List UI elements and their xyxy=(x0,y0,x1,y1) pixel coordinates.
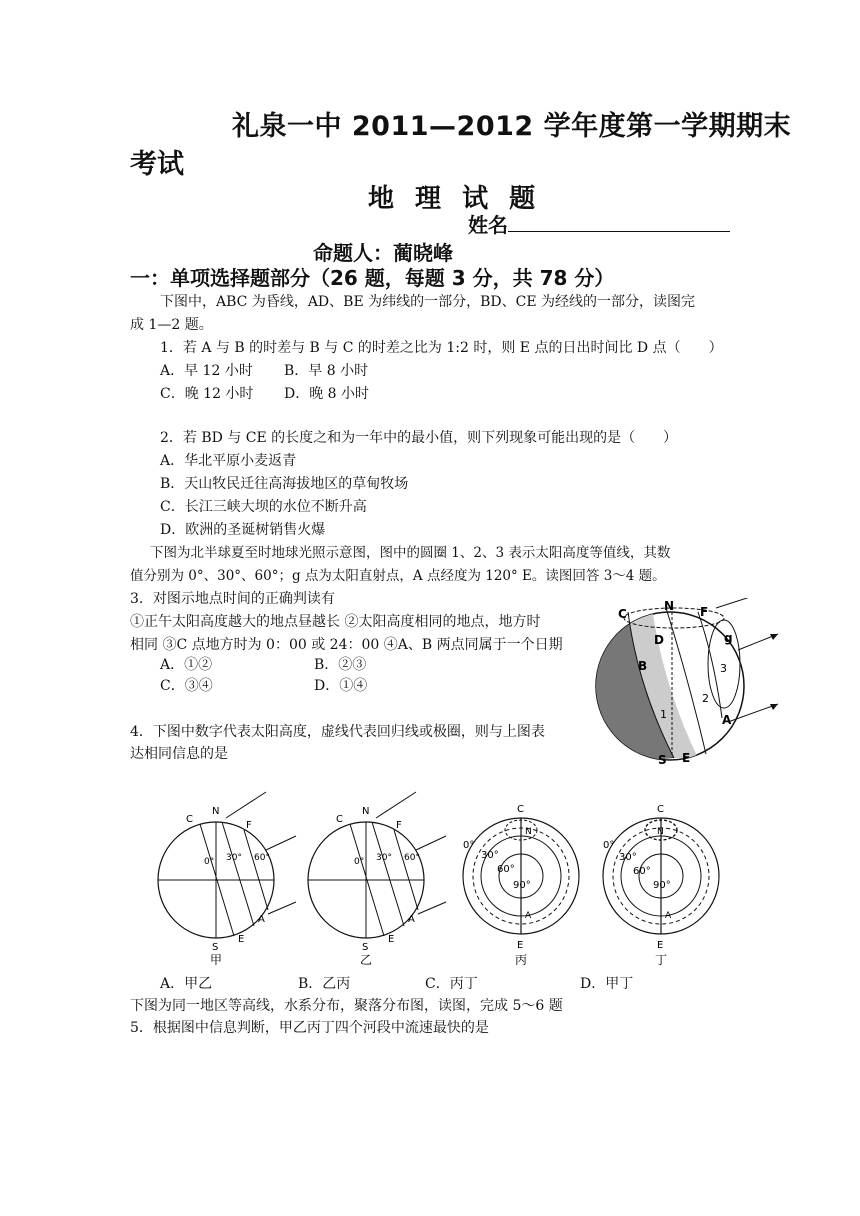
question-1-stem: 1．若 A 与 B 的时差与 B 与 C 的时差之比为 1:2 时，则 E 点的日出时间比 D 点（ ） xyxy=(160,340,723,356)
intro-q5-6: 下图为同一地区等高线，水系分布，聚落分布图，读图，完成 5～6 题 xyxy=(130,998,563,1014)
subject-title: 地 理 试 题 xyxy=(368,184,542,214)
fig-yi-label-30: 30° xyxy=(376,853,392,863)
question-2-stem: 2．若 BD 与 CE 的长度之和为一年中的最小值，则下列现象可能出现的是（ ） xyxy=(160,430,678,446)
globe-label-b: B xyxy=(638,659,648,673)
figure-jia xyxy=(150,790,300,970)
fig-jia-label-30: 30° xyxy=(226,853,242,863)
fig-yi-label-s: S xyxy=(362,942,369,953)
fig-bing-label-c: C xyxy=(517,804,524,815)
question-3-option-d: D．①④ xyxy=(314,678,368,694)
fig-ding-label-a: A xyxy=(665,911,672,921)
fig-bing-label-90: 90° xyxy=(513,880,531,891)
fig-jia-label-e: E xyxy=(238,934,245,945)
globe-label-s: S xyxy=(658,753,667,767)
fig-yi-label-0: 0° xyxy=(354,857,365,867)
fig-bing-label-30: 30° xyxy=(481,850,499,861)
question-4-line2: 达相同信息的是 xyxy=(130,746,228,762)
question-4-option-a: A．甲乙 xyxy=(160,976,213,992)
question-3-option-c: C．③④ xyxy=(160,678,213,694)
fig-jia-caption: 甲 xyxy=(210,953,223,967)
fig-jia-label-f: F xyxy=(246,820,252,831)
intro-q1-2-line2: 成 1—2 题。 xyxy=(130,317,213,333)
fig-ding-label-c: C xyxy=(657,804,664,815)
fig-bing-label-n: N xyxy=(525,827,532,837)
fig-jia-label-c: C xyxy=(186,814,193,825)
fig-bing-label-e: E xyxy=(517,940,524,951)
globe-illumination-figure xyxy=(588,598,788,768)
question-4-option-d: D．甲丁 xyxy=(580,976,634,992)
question-1-option-c: C．晚 12 小时 xyxy=(160,386,254,402)
name-label: 姓名 xyxy=(468,213,508,237)
question-1-option-b: B．早 8 小时 xyxy=(284,363,369,379)
fig-yi-label-f: F xyxy=(396,820,402,831)
fig-ding-label-n: N xyxy=(657,827,664,837)
fig-jia-label-60: 60° xyxy=(254,853,270,863)
fig-bing-label-60: 60° xyxy=(497,864,515,875)
fig-yi-label-60: 60° xyxy=(404,853,420,863)
question-3-stem: 3．对图示地点时间的正确判读有 xyxy=(130,591,335,607)
question-2-option-b: B．天山牧民迁往高海拔地区的草甸牧场 xyxy=(160,476,409,492)
globe-label-g: g xyxy=(724,631,733,645)
globe-label-d: D xyxy=(654,633,664,647)
fig-jia-label-a: A xyxy=(258,914,265,925)
question-4-stem: 4．下图中数字代表太阳高度，虚线代表回归线或极圈，则与上图表 xyxy=(130,724,545,740)
exam-title: 礼泉一中 2011—2012 学年度第一学期期末 xyxy=(232,111,792,142)
fig-ding-caption: 丁 xyxy=(655,953,668,967)
figure-bing xyxy=(455,800,595,970)
fig-ding-label-60: 60° xyxy=(633,866,651,877)
figure-yi xyxy=(300,790,450,970)
question-2-option-c: C．长江三峡大坝的水位不断升高 xyxy=(160,499,367,515)
fig-bing-label-a: A xyxy=(525,911,532,921)
fig-yi-label-a: A xyxy=(408,914,415,925)
fig-ding-label-90: 90° xyxy=(653,880,671,891)
question-1-option-a: A．早 12 小时 xyxy=(160,363,253,379)
globe-label-1: 1 xyxy=(660,708,667,721)
globe-label-3: 3 xyxy=(720,662,727,675)
question-4-option-b: B．乙丙 xyxy=(298,976,351,992)
name-blank-line xyxy=(508,213,730,232)
fig-ding-label-0: 0° xyxy=(603,840,615,851)
question-1-option-d: D．晚 8 小时 xyxy=(284,386,370,402)
figure-ding xyxy=(595,800,735,970)
intro-q1-2-line1: 下图中，ABC 为昏线，AD、BE 为纬线的一部分，BD、CE 为经线的一部分，读图完 xyxy=(160,294,696,310)
globe-label-c: C xyxy=(618,607,627,621)
fig-bing-caption: 丙 xyxy=(515,953,528,967)
question-3-line2: ①正午太阳高度越大的地点昼越长 ②太阳高度相同的地点，地方时 xyxy=(130,614,541,630)
fig-yi-label-c: C xyxy=(336,814,343,825)
author-line: 命题人：蔺晓峰 xyxy=(313,241,453,265)
exam-title-continued: 考试 xyxy=(130,149,184,180)
intro-q3-4-line1: 下图为北半球夏至时地球光照示意图，图中的圆圈 1、2、3 表示太阳高度等值线，其数 xyxy=(150,545,671,561)
globe-label-a: A xyxy=(722,713,732,727)
name-field xyxy=(468,209,730,238)
question-3-option-a: A．①② xyxy=(160,657,213,673)
question-5-stem: 5．根据图中信息判断，甲乙丙丁四个河段中流速最快的是 xyxy=(130,1020,489,1036)
fig-yi-label-e: E xyxy=(388,934,395,945)
globe-label-e: E xyxy=(682,751,691,765)
fig-jia-label-0: 0° xyxy=(204,857,215,867)
question-4-option-c: C．丙丁 xyxy=(425,976,478,992)
fig-yi-caption: 乙 xyxy=(360,953,373,967)
fig-ding-label-e: E xyxy=(657,940,664,951)
globe-label-2: 2 xyxy=(702,692,709,705)
question-2-option-a: A．华北平原小麦返青 xyxy=(160,453,297,469)
fig-yi-label-n: N xyxy=(362,806,370,817)
fig-bing-label-0: 0° xyxy=(463,840,475,851)
fig-jia-label-n: N xyxy=(212,806,220,817)
question-3-option-b: B．②③ xyxy=(314,657,367,673)
intro-q3-4-line2: 值分别为 0°、30°、60°；g 点为太阳直射点，A 点经度为 120° E。读图回答 3～4 题。 xyxy=(130,568,666,584)
fig-jia-label-s: S xyxy=(212,942,219,953)
fig-ding-label-30: 30° xyxy=(619,852,637,863)
section-heading: 一：单项选择题部分（26 题，每题 3 分，共 78 分） xyxy=(130,266,615,290)
globe-label-n: N xyxy=(664,599,675,613)
question-2-option-d: D．欧洲的圣诞树销售火爆 xyxy=(160,522,326,538)
question-3-line3: 相同 ③C 点地方时为 0：00 或 24：00 ④A、B 两点同属于一个日期 xyxy=(130,637,563,653)
globe-label-f: F xyxy=(700,605,709,619)
